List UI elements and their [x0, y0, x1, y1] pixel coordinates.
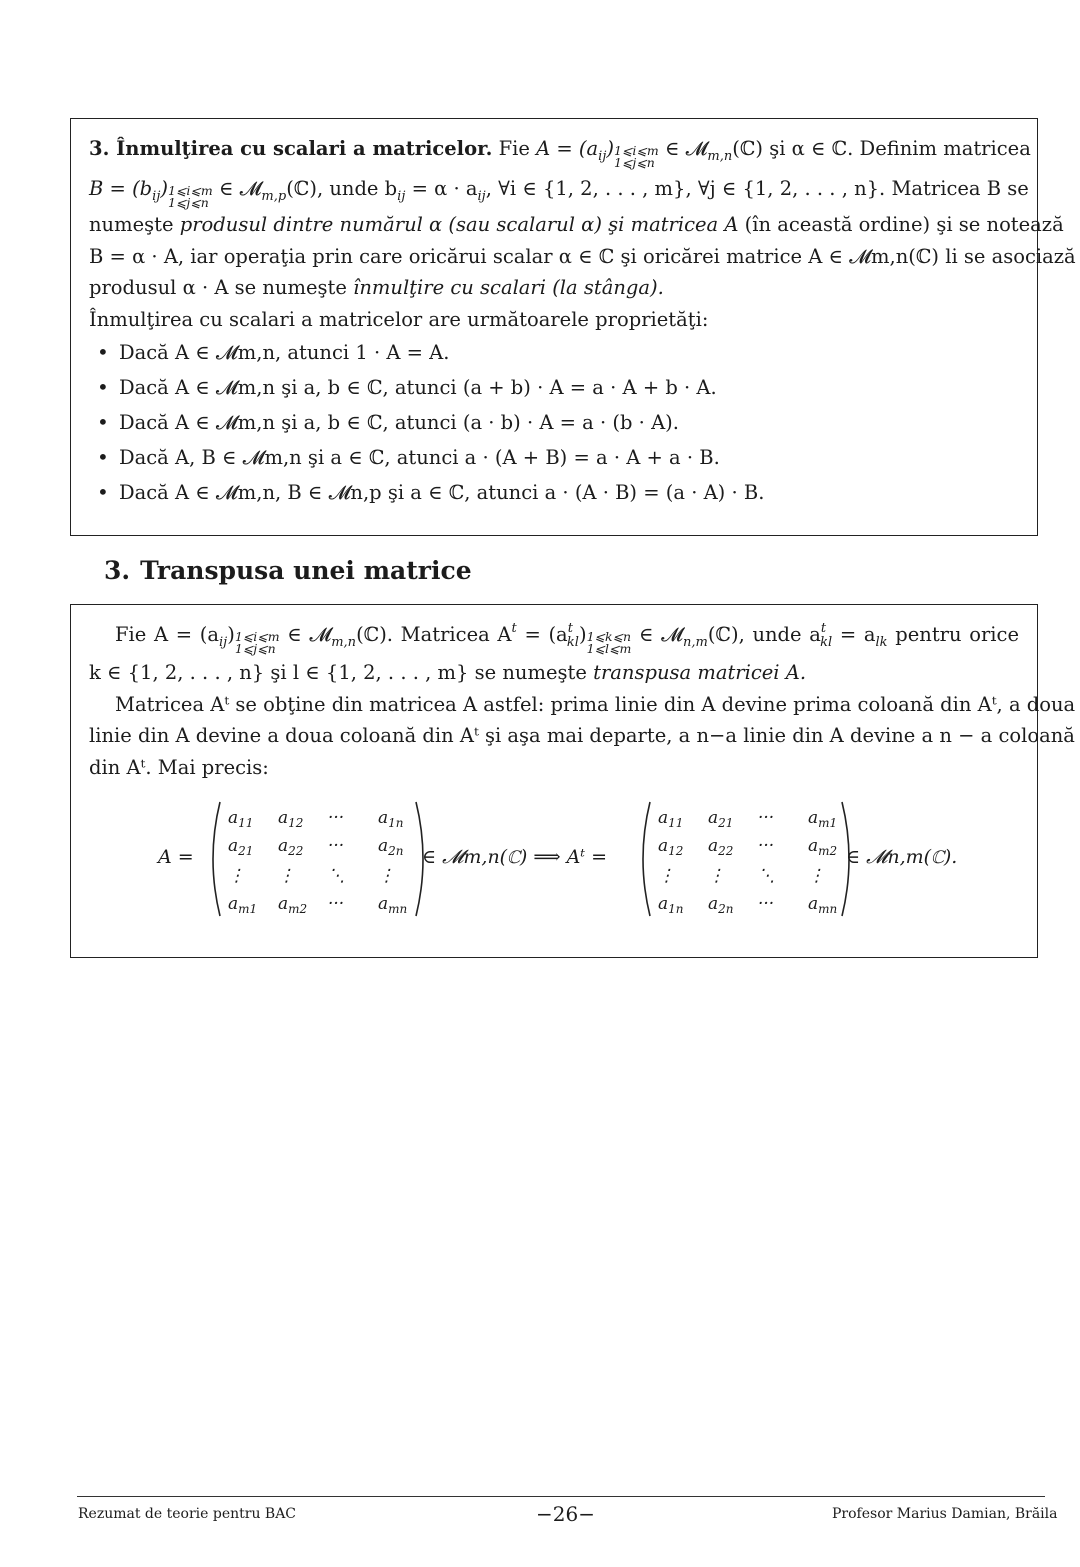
matrix-cell: ··· [758, 836, 775, 856]
matrix-cell: $a_{21}$ [708, 808, 734, 830]
text-fragment: (ℂ), unde b [286, 177, 398, 200]
matrix-cell: ⋱ [758, 866, 775, 886]
math-fragment: = (a [524, 623, 568, 646]
matrix-cell: $a_{2n}$ [378, 836, 404, 858]
superscript: t [511, 621, 517, 636]
paragraph-line-3 [89, 209, 1064, 241]
math-fragment: ∈ 𝓜 [218, 177, 262, 200]
section-heading [104, 556, 472, 585]
matrix-cell: $a_{22}$ [278, 836, 304, 858]
subscript: m,p [261, 189, 287, 204]
paragraph-line-5 [89, 272, 1019, 304]
footer-left: Rezumat de teorie pentru BAC [78, 1506, 297, 1522]
footer-right: Profesor Marius Damian, Brăila [832, 1506, 1058, 1522]
matrix-display [70, 800, 1038, 920]
math-fragment: ∈ 𝓜 [639, 623, 683, 646]
matrix-cell: $a_{2n}$ [708, 894, 734, 916]
matrix-cell: $a_{21}$ [228, 836, 254, 858]
property-item: • Dacă A ∈ 𝓜m,n şi a, b ∈ ℂ, atunci (a + b) · A = a · A + b · A. [119, 370, 1019, 405]
matrix-cell: ⋮ [278, 866, 295, 886]
transpose-line-2 [89, 657, 1019, 689]
section-number: 3. [104, 556, 131, 585]
superscript: t [820, 621, 827, 636]
section-title: Transpusa unei matrice [140, 556, 472, 585]
matrix-cell: ··· [758, 894, 775, 914]
matrix-cell: ⋮ [658, 866, 675, 886]
matrix-implication: ∈ 𝓜m,n(ℂ) ⟹ Aᵗ = [422, 846, 607, 868]
math-fragment: = a [839, 623, 876, 646]
matrix-cell: $a_{11}$ [228, 808, 254, 830]
definition-term: transpusa matricei A. [593, 661, 807, 684]
matrix-cell: ··· [328, 836, 345, 856]
math-fragment: = α · a [411, 177, 478, 200]
matrix-cell: $a_{m2}$ [278, 894, 308, 916]
index-range: 1⩽i⩽m 1⩽j⩽n [167, 183, 213, 210]
index-range: 1⩽i⩽m 1⩽j⩽n [613, 143, 659, 170]
matrix-cell: $a_{m2}$ [808, 836, 838, 858]
math-fragment: A = (a [536, 137, 599, 160]
math-fragment: ∈ 𝓜 [664, 137, 708, 160]
matrix-cell: ⋮ [708, 866, 725, 886]
subscript: kl [820, 635, 833, 650]
property-item: • Dacă A ∈ 𝓜m,n, atunci 1 · A = A. [119, 335, 1019, 370]
text-fragment: Fie [498, 137, 530, 160]
transpose-line-1 [89, 619, 1019, 655]
subscript: ij [219, 635, 228, 650]
matrix-cell: ··· [328, 894, 345, 914]
matrix-cell: $a_{12}$ [658, 836, 684, 858]
transpose-line-4: linie din A devine a doua coloană din Aᵗ şi aşa mai departe, a n−a linie din A devine a n − a coloană [89, 724, 1075, 747]
math-fragment: Fie A = (a [115, 623, 219, 646]
matrix-cell: ⋮ [808, 866, 825, 886]
matrix-cell: $a_{11}$ [658, 808, 684, 830]
text-fragment: k ∈ {1, 2, . . . , n} şi l ∈ {1, 2, . . . , m} se numeşte [89, 661, 587, 684]
matrix-cell: ⋮ [378, 866, 395, 886]
subscript: m,n [707, 149, 733, 164]
matrix-cell: $a_{m1}$ [228, 894, 258, 916]
paragraph-line-2 [89, 173, 1029, 210]
subscript: lk [875, 635, 888, 650]
text-fragment: produsul α · A se numeşte [89, 276, 347, 299]
properties-intro: Înmulţirea cu scalari a matricelor are următoarele proprietăţi: [89, 307, 709, 331]
index-range: 1⩽i⩽m 1⩽j⩽n [234, 629, 280, 656]
index-range: 1⩽k⩽n 1⩽l⩽m [586, 629, 632, 656]
paragraph-line-1 [89, 133, 1031, 170]
transpose-line-3: Matricea Aᵗ se obţine din matricea A astfel: prima linie din A devine prima coloană din Aᵗ, a doua [115, 692, 1076, 716]
matrix-at-space: ∈ 𝓜n,m(ℂ). [846, 846, 958, 868]
definition-term: produsul dintre numărul α (sau scalarul α) şi matricea A [179, 213, 739, 236]
matrix-cell: $a_{1n}$ [378, 808, 404, 830]
text-fragment: (ℂ) şi α ∈ ℂ. Definim matricea [732, 137, 1031, 160]
matrix-cell: $a_{m1}$ [808, 808, 838, 830]
box1-heading: 3. Înmulţirea cu scalari a matricelor. [89, 137, 493, 160]
definition-term: înmulţire cu scalari (la stânga). [353, 276, 664, 299]
subscript: ij [152, 189, 161, 204]
matrix-cell: $a_{22}$ [708, 836, 734, 858]
matrix-a-label: A = [158, 846, 194, 868]
text-fragment: (în această ordine) şi se notează [744, 213, 1064, 236]
property-item: • Dacă A ∈ 𝓜m,n şi a, b ∈ ℂ, atunci (a · b) · A = a · (b · A). [119, 405, 1019, 440]
text-fragment: numeşte [89, 213, 174, 236]
matrix-cell: ⋮ [228, 866, 245, 886]
subscript: n,m [682, 635, 708, 650]
text-fragment: , ∀i ∈ {1, 2, . . . , m}, ∀j ∈ {1, 2, . . . , n}. Matricea B se [485, 177, 1029, 200]
matrix-cell: $a_{mn}$ [378, 894, 408, 916]
matrix-cell: $a_{1n}$ [658, 894, 684, 916]
matrix-cell: ··· [328, 808, 345, 828]
property-item: • Dacă A ∈ 𝓜m,n, B ∈ 𝓜n,p şi a ∈ ℂ, atunci a · (A · B) = (a · A) · B. [119, 475, 1019, 510]
paragraph-line-4: B = α · A, iar operaţia prin care oricărui scalar α ∈ ℂ şi oricărei matrice A ∈ 𝓜m,n(ℂ) li se asociază [89, 244, 1076, 268]
subscript: m,n [331, 635, 357, 650]
transpose-line-5: din Aᵗ. Mai precis: [89, 755, 269, 779]
matrix-cell: ··· [758, 808, 775, 828]
text-fragment: (ℂ), unde a [707, 623, 821, 646]
subscript: kl [566, 635, 579, 650]
footer-rule [77, 1496, 1045, 1497]
math-fragment: ) [606, 137, 614, 160]
page-number: −26− [536, 1502, 595, 1526]
properties-list [89, 335, 1019, 510]
property-item: • Dacă A, B ∈ 𝓜m,n şi a ∈ ℂ, atunci a · (A + B) = a · A + a · B. [119, 440, 1019, 475]
superscript: t [567, 621, 573, 636]
scalar-multiplication-box [70, 118, 1076, 536]
subscript: ij [598, 149, 607, 164]
subscript: ij [477, 189, 486, 204]
matrix-cell: ⋱ [328, 866, 345, 886]
math-fragment: ) [227, 623, 235, 646]
matrix-cell: $a_{12}$ [278, 808, 304, 830]
math-fragment: ∈ 𝓜 [287, 623, 332, 646]
text-fragment: (ℂ). Matricea A [356, 623, 512, 646]
math-fragment: ) [160, 177, 168, 200]
math-fragment: B = (b [89, 177, 153, 200]
text-fragment: pentru orice [895, 623, 1019, 646]
math-fragment: ) [578, 623, 587, 646]
matrix-cell: $a_{mn}$ [808, 894, 838, 916]
subscript: ij [397, 189, 406, 204]
